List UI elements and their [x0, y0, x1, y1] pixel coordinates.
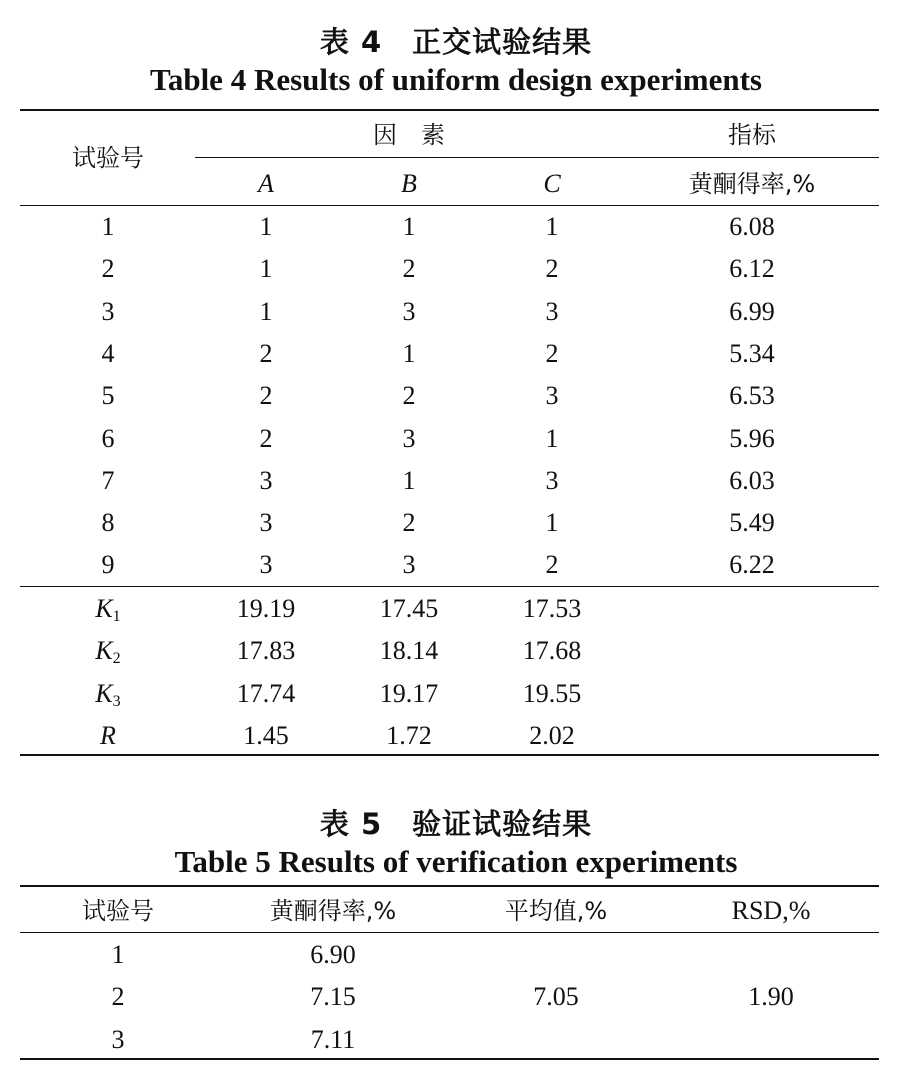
table4-bottom-rule	[20, 754, 879, 756]
table5-cell-run: 1	[111, 940, 125, 969]
stat-subscript: 1	[112, 608, 121, 625]
table4-cell-a: 1	[259, 254, 273, 284]
stat-symbol: K	[95, 594, 113, 623]
table4-header-index: 指标	[728, 121, 776, 149]
table4-cell-c: 1	[545, 212, 559, 241]
table4-cell-y: 6.03	[729, 465, 775, 495]
table4-cell-a: 3	[259, 508, 273, 538]
table5-cell-run: 2	[111, 982, 125, 1012]
table4-header-run: 试验号	[72, 144, 144, 172]
table4-cell-run: 4	[101, 338, 115, 368]
table4-stat-label	[95, 636, 120, 674]
table4-cell-run: 8	[101, 508, 115, 538]
table4-stat-c: 17.68	[522, 636, 582, 666]
table5-top-rule	[20, 885, 879, 887]
table4-cell-a: 1	[259, 296, 273, 326]
table4-cell-c: 2	[545, 338, 559, 368]
table5-bottom-rule	[20, 1058, 879, 1060]
table4-cell-b: 1	[402, 338, 416, 368]
stat-symbol: R	[100, 720, 116, 750]
table4-cell-y: 6.12	[729, 254, 775, 284]
table4-stat-b: 17.45	[379, 594, 439, 623]
table4-cell-a: 2	[259, 338, 273, 368]
table5-cell-run: 3	[111, 1024, 125, 1054]
table4-cell-run: 1	[101, 212, 115, 241]
table4-cell-b: 3	[402, 550, 416, 580]
table4-cell-c: 3	[545, 296, 559, 326]
table4-cell-y: 5.34	[729, 338, 775, 368]
table4-cell-y: 5.49	[729, 508, 775, 538]
table4-header-factors: 因 素	[373, 121, 445, 149]
table4-stat-label	[100, 721, 116, 751]
table5-mean-value: 7.05	[533, 982, 579, 1011]
table4-stat-c: 19.55	[522, 678, 582, 708]
table5-caption-en: Table 5 Results of verification experiments	[174, 844, 738, 879]
table4-stat-c: 2.02	[529, 720, 575, 750]
table4-cell-run: 3	[101, 296, 115, 326]
table4-caption-cn: 表 4 正交试验结果	[319, 25, 593, 59]
table4-cell-b: 2	[402, 508, 416, 538]
table5-cell-yield: 6.90	[310, 940, 356, 969]
table5-header-run: 试验号	[82, 897, 154, 925]
table4-cell-c: 2	[545, 254, 559, 284]
table4-cell-run: 7	[101, 465, 115, 495]
table4-cell-a: 1	[259, 212, 273, 241]
table5-header-rsd: RSD,%	[731, 896, 811, 925]
stat-subscript: 2	[112, 650, 121, 668]
table4-cell-b: 1	[402, 212, 416, 241]
table4-top-rule	[20, 109, 879, 111]
table4-cell-b: 1	[402, 465, 416, 495]
table4-cell-b: 3	[402, 423, 416, 453]
table5-header-rule	[20, 932, 879, 933]
table4-mid-header-rule	[195, 157, 879, 158]
table4-cell-y: 6.08	[729, 212, 775, 241]
table5-header-mean: 平均值,%	[504, 897, 608, 925]
stat-subscript: 3	[112, 692, 121, 710]
table4-caption-en: Table 4 Results of uniform design experiments	[150, 62, 762, 97]
table4-cell-b: 2	[402, 254, 416, 284]
table4-header-c: C	[543, 169, 561, 198]
table4-cell-a: 2	[259, 423, 273, 453]
table4-stat-label	[95, 594, 120, 632]
table4-header-rule	[20, 205, 879, 206]
table5-rsd-value: 1.90	[748, 982, 794, 1011]
table4-cell-a: 3	[259, 550, 273, 580]
table4-stat-b: 18.14	[379, 636, 439, 666]
table4-cell-a: 3	[259, 465, 273, 495]
table5-caption-cn: 表 5 验证试验结果	[319, 807, 593, 841]
table4-cell-c: 2	[545, 550, 559, 580]
table4-header-a: A	[258, 169, 274, 198]
table4-cell-run: 6	[101, 423, 115, 453]
table4-cell-y: 6.53	[729, 381, 775, 411]
table4-cell-y: 6.99	[729, 296, 775, 326]
table4-stat-label	[95, 679, 120, 717]
table4-stat-b: 1.72	[386, 720, 432, 750]
table4-header-b: B	[401, 169, 417, 198]
table4-cell-y: 5.96	[729, 423, 775, 453]
table5-cell-yield: 7.11	[310, 1024, 356, 1054]
table4-stat-a: 17.83	[236, 636, 296, 666]
table4-stats-rule	[20, 586, 879, 587]
table4-cell-b: 2	[402, 381, 416, 411]
stat-symbol: K	[95, 678, 113, 708]
table4-header-yield: 黄酮得率,%	[688, 170, 816, 198]
table5-header-yield: 黄酮得率,%	[269, 897, 397, 925]
table4-cell-c: 1	[545, 508, 559, 538]
table4-stat-a: 19.19	[236, 594, 296, 623]
table4-stat-a: 1.45	[243, 720, 289, 750]
table4-cell-y: 6.22	[729, 550, 775, 580]
table4-stat-b: 19.17	[379, 678, 439, 708]
table4-cell-run: 9	[101, 550, 115, 580]
table4-cell-b: 3	[402, 296, 416, 326]
table4-cell-c: 3	[545, 381, 559, 411]
table4-cell-c: 3	[545, 465, 559, 495]
table4-cell-c: 1	[545, 423, 559, 453]
table4-cell-run: 2	[101, 254, 115, 284]
table5-cell-yield: 7.15	[310, 982, 356, 1012]
table4-cell-a: 2	[259, 381, 273, 411]
table4-cell-run: 5	[101, 381, 115, 411]
stat-symbol: K	[95, 636, 113, 666]
table4-stat-a: 17.74	[236, 678, 296, 708]
table4-stat-c: 17.53	[522, 594, 582, 623]
